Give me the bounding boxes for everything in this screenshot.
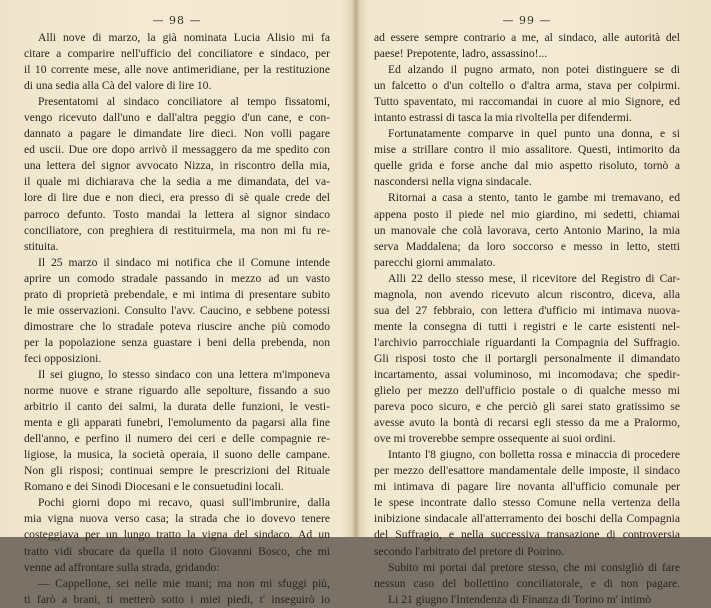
text-line: prato di proprietà prebendale, e mi intima di presentare subito [24,287,330,301]
text-line: venne ad affrontare sulla strada, gridando: [24,560,220,574]
text-line: incartamento, assai voluminoso, mi incomodava; che spedir- [374,367,680,381]
text-line: arbitrio il canto dei salmi, la durata delle funzioni, le vesti- [24,400,330,414]
text-line: Non gli risposi; continuai sempre le prescrizioni del Rituale [24,464,330,478]
text-line: ove mi troverebbe sempre ossequente ai suoi ordini. [374,432,616,446]
text-line: citare a comparire nell'ufficio del conciliatore e sindaco, per [24,47,330,61]
text-line: intanto estrassi di tasca la mia rivoltella per difendermi. [374,111,632,125]
text-line: feci opposizioni. [24,351,102,365]
text-line: mia vigna nuova verso casa; la strada che io dovevo tenere [24,512,330,526]
text-line: dell'anno, e perfino il numero dei ceri e delle compagnie re- [24,432,330,446]
text-line: di una sedia alla Cà del valore di lire 10. [24,79,212,93]
text-line: inibizione sindacale all'atterramento dei boschi della Compagnia [374,512,680,526]
text-line: Romano e dei Sinodi Diocesani e le consuetudini locali. [24,480,284,494]
text-line: Subito mi portai dal pretore stesso, che mi consigliò di fare [388,560,680,574]
text-line: — Cappellone, sei nelle mie mani; ma non mi sfuggi più, [38,576,330,590]
text-line: Alli nove di marzo, la già nominata Lucia Alisio mi fa [38,31,330,44]
text-line: Fortunatamente comparve in quel punto una donna, e si [388,127,680,141]
text-line: le mie osservazioni. Consulto l'avv. Caucino, e sebbene potessi [24,303,330,317]
page-number: — 98 — [152,14,202,27]
text-line: serva Maddalena; da loro soccorso e messo in letto, stetti [374,239,680,253]
text-line: l'archivio parrocchiale riguardanti la Compagnia del Suffragio. [374,335,680,349]
text-line: ad essere sempre contrario a me, al sindaco, alle autorità del [374,31,680,44]
text-line: norme nuove e strane riguardo alle sepolture, fissando a suo [24,384,330,398]
left-page [24,14,330,606]
text-line: pareva poco sicuro, e che perciò gli sarei stato gratissimo se [374,400,680,414]
text-line: stituita. [24,239,59,253]
text-line: Il sei giugno, lo stesso sindaco con una lettera m'imponeva [38,367,330,381]
text-line: menta e gli apparati funebri, l'emolumento da pagarsi alla fine [24,416,330,430]
text-line: paese! Prepotente, ladro, assassino!... [374,47,548,61]
text-line: Li 21 giugno l'Intendenza di Finanza di Torino m' intimò [388,592,652,606]
text-line: mi intimava di pagare lire novanta all'ufficio comunale per [374,480,680,494]
left-page-text [24,30,330,608]
text-line: dannato a pagare le dimandate lire dieci. Non volli pagare [24,127,330,141]
text-line: Intanto l'8 giugno, con bolletta rossa e minaccia di procedere [388,448,680,462]
text-line: una lettera del signor avvocato Nizza, in riscontro della mia, [24,159,330,173]
text-line: nascondersi nella vigna sindacale. [374,175,532,189]
text-line: lore di lire due e non dieci, era presso di sè quale crede del [24,191,330,205]
text-line: un manovale che colà lavorava, certo Antonio Marino, la mia [374,223,680,237]
text-line: un falcetto o d'un coltello o d'altra arma, stava per colpirmi. [374,79,680,93]
text-line: il 10 corrente mese, alle nove antimeridiane, per la restituzione [24,63,330,77]
text-line: secondo l'arbitrato del pretore di Poirino. [374,544,565,558]
right-page-text [374,30,680,608]
text-line: Il 25 marzo il sindaco mi notifica che il Comune intende [38,255,330,269]
text-line: Tutto spaventato, mi raccomandai in cuore al mio Signore, ed [374,95,680,109]
text-line: le spese incontrate dallo stesso Comune nella vertenza della [374,496,680,510]
right-page [374,14,680,606]
text-line: magnola, non avendo ricevuto alcun riscontro, diceva, alla [374,287,680,301]
text-line: Ed alzando il pugno armato, non potei distinguere se di [388,63,680,77]
text-line: Ritornai a casa a stento, tanto le gambe mi tremavano, ed [388,191,680,205]
text-line: tratto vidi sbucare da quella il noto Giovanni Bosco, che mi [24,544,330,558]
text-line: parroco defunto. Tosto mandai la lettera al signor sindaco [24,207,330,221]
text-line: mente la consegna di tutti i registri e le carte esistenti nel- [374,319,680,333]
text-line: sua del 27 febbraio, con lettera d'ufficio mi intimava nuova- [374,303,680,317]
text-line: appena posto il piede nel mio giardino, mi sedetti, chiamai [374,207,680,221]
text-line: per mezzo dell'esattore mandamentale delle imposte, il sindaco [374,464,680,478]
text-line: parecchi giorni ammalato. [374,255,496,269]
text-line: ed uscii. Due ore dopo arrivò il messaggero da me spedito con [24,143,330,157]
text-line: del Suffragio, e nella successiva transazione di controversia [374,528,680,542]
text-line: nessun caso del bollettino conciliatorale, e di non pagare. [374,576,680,590]
text-line: mise a strillare contro il mio assalitore. Questi, intimorito da [374,143,680,157]
text-line: dimostrare che lo stradale poteva riuscire anche più comodo [24,319,330,333]
text-line: Presentatomi al sindaco conciliatore al tempo fissatomi, [38,95,330,109]
text-line: conciliatore, con preghiera di restituirmela, ma non mi fu re- [24,223,330,237]
text-line: quelle grida e forse anche dal mio aspetto risoluto, tornò a [374,159,680,173]
text-line: Alli 22 dello stesso mese, il ricevitore del Registro di Car- [388,271,680,285]
book-gutter [352,0,360,537]
text-line: avesse avuto la bontà di recarsi egli stesso da me a Pralormo, [374,416,680,430]
text-line: Gli risposi tosto che il portargli personalmente il dimandato [374,351,680,365]
text-line: aprire un comodo stradale passando in mezzo ad un vasto [24,271,330,285]
text-line: costeggiava per un lungo tratto la vigna del sindaco. Ad un [24,528,330,542]
text-line: ti farò a brani, ti metterò sotto i miei piedi, t' inseguirò io [24,592,330,606]
page-number: — 99 — [502,14,552,27]
text-line: Pochi giorni dopo mi recavo, quasi sull'imbrunire, dalla [38,496,330,510]
text-line: vengo ricevuto dall'uno e dall'altra peggio d'un cane, e con- [24,111,330,125]
text-line: il quale mi dichiarava che la sedia a me dimandata, del va- [24,175,330,189]
text-line: ligiose, la musica, la società operaia, il suono delle campane. [24,448,330,462]
text-line: per la popolazione senza guastare i beni della prebenda, non [24,335,330,349]
text-line: glielo per mezzo dell'ufficio postale o di qualche messo mi [374,384,680,398]
